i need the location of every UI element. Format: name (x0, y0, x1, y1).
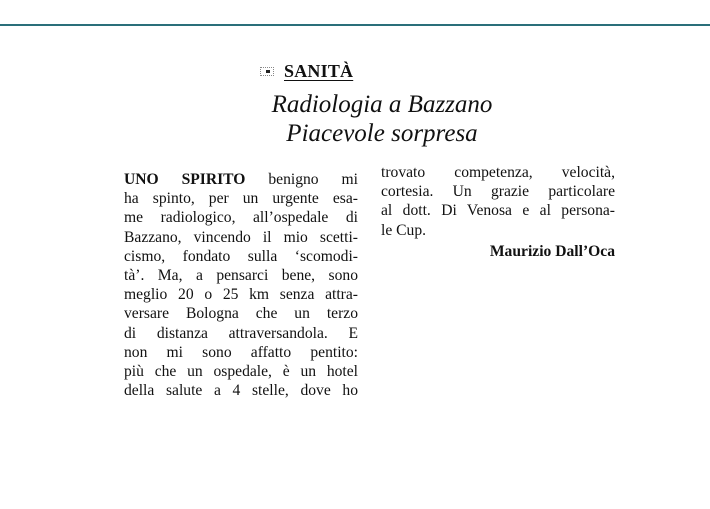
body-line: della salute a 4 stelle, dove ho (124, 382, 358, 400)
body-line: non mi sono affatto pentito: (124, 343, 358, 361)
body-line: versare Bologna che un terzo (124, 305, 358, 323)
author-signature: Maurizio Dall’Oca (489, 242, 615, 260)
body-line: meglio 20 o 25 km senza attra- (124, 286, 358, 304)
body-line: me radiologico, all’ospedale di (124, 209, 358, 227)
body-line: più che un ospedale, è un hotel (124, 362, 358, 380)
article-column-right (381, 163, 615, 261)
body-line: cortesia. Un grazie particolare (381, 183, 615, 201)
section-label: SANITÀ (284, 60, 354, 81)
body-line: al dott. Di Venosa e al persona- (381, 202, 615, 220)
body-line: trovato competenza, velocità, (381, 164, 615, 181)
headline-line-2: Piacevole sorpresa (286, 120, 478, 147)
body-line: UNO SPIRITO benigno mi (124, 171, 358, 188)
body-line: cismo, fondato sulla ‘scomodi- (124, 247, 358, 265)
body-line: ha spinto, per un urgente esa- (124, 190, 358, 208)
headline-line-1: Radiologia a Bazzano (271, 91, 493, 118)
article-headline (200, 90, 564, 148)
body-line: tà’. Ma, a pensarci bene, sono (124, 266, 358, 284)
body-line: Bazzano, vincendo il mio scetti- (124, 228, 358, 246)
top-divider-rule (0, 24, 710, 26)
body-line: le Cup. (381, 221, 427, 239)
article-column-left (124, 170, 358, 400)
envelope-icon (260, 67, 274, 76)
body-line: di distanza attraversandola. E (124, 324, 358, 342)
section-heading (260, 60, 353, 82)
lead-caps: UNO SPIRITO (124, 171, 246, 188)
